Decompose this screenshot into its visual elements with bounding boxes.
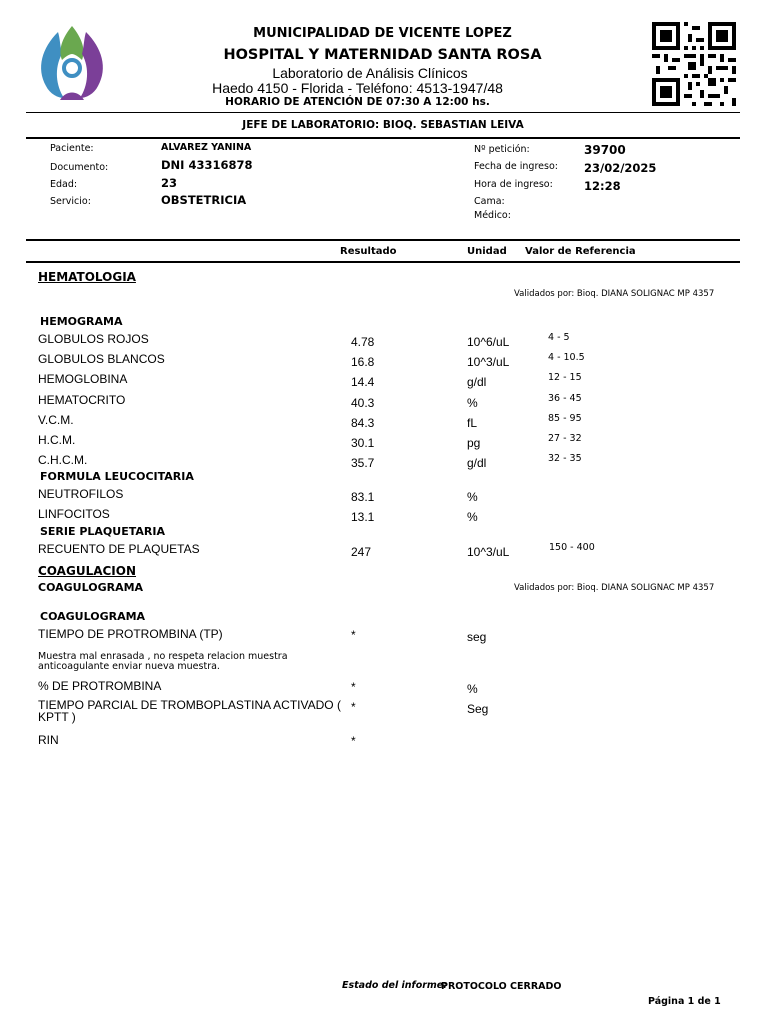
result-value: 13.1 (351, 510, 375, 524)
result-value: * (351, 700, 356, 714)
result-unit: 10^6/uL (467, 335, 510, 349)
result-unit: fL (467, 415, 478, 430)
result-unit: pg (467, 436, 481, 450)
result-value: * (351, 628, 356, 642)
result-value: 16.8 (351, 355, 375, 370)
result-reference: 4 - 5 (548, 332, 570, 343)
divider (26, 137, 740, 139)
result-name: GLOBULOS BLANCOS (38, 352, 165, 367)
column-result: Resultado (340, 246, 397, 257)
hours-line: HORARIO DE ATENCIÓN DE 07:30 A 12:00 hs. (225, 96, 490, 108)
result-unit: % (467, 395, 478, 410)
patient-age: 23 (161, 176, 178, 190)
result-unit: 10^3/uL (467, 545, 510, 559)
patient-name: ALVAREZ YANINA (161, 142, 252, 153)
result-name: TIEMPO DE PROTROMBINA (TP) (38, 627, 223, 641)
result-reference: 85 - 95 (548, 412, 582, 424)
column-unit: Unidad (467, 246, 507, 257)
report-status-value: PROTOCOLO CERRADO (441, 981, 562, 992)
result-value: 30.1 (351, 436, 375, 450)
patient-document: DNI 43316878 (161, 158, 253, 172)
request-label: Nº petición: (474, 144, 530, 155)
result-value: * (351, 680, 356, 694)
result-name: HEMOGLOBINA (38, 372, 128, 387)
document-label: Documento: (50, 162, 109, 173)
patient-service: OBSTETRICIA (161, 193, 247, 207)
patient-label: Paciente: (50, 143, 94, 154)
admission-time: 12:28 (584, 179, 621, 193)
divider (26, 261, 740, 263)
result-name: HEMATOCRITO (38, 392, 126, 407)
result-reference: 32 - 35 (548, 453, 582, 465)
result-name: NEUTROFILOS (38, 487, 124, 501)
result-value: 83.1 (351, 490, 375, 504)
divider (26, 239, 740, 241)
result-reference: 150 - 400 (549, 542, 595, 553)
result-value: 14.4 (351, 375, 375, 390)
validated-by: Validados por: Bioq. DIANA SOLIGNAC MP 4357 (514, 583, 715, 593)
section-hematologia: HEMATOLOGIA (38, 270, 136, 284)
validated-by: Validados por: Bioq. DIANA SOLIGNAC MP 4357 (514, 289, 715, 299)
result-unit: 10^3/uL (467, 355, 510, 370)
request-number: 39700 (584, 143, 626, 157)
address-line: Haedo 4150 - Florida - Teléfono: 4513-1947/48 (212, 80, 503, 96)
report-status-label: Estado del informe: (342, 980, 448, 991)
result-unit: g/dl (467, 375, 487, 390)
result-name: % DE PROTROMBINA (38, 679, 162, 693)
result-name: GLOBULOS ROJOS (38, 332, 149, 346)
serie-heading: SERIE PLAQUETARIA (40, 525, 165, 538)
result-name: TIEMPO PARCIAL DE TROMBOPLASTINA ACTIVADO ( KPTT ) (38, 698, 341, 724)
result-name: LINFOCITOS (38, 507, 110, 521)
coagulograma-group: COAGULOGRAMA (38, 581, 144, 594)
admission-date: 23/02/2025 (584, 161, 657, 175)
result-unit: g/dl (467, 456, 487, 471)
result-value: 84.3 (351, 415, 375, 430)
doctor-label: Médico: (474, 210, 511, 221)
result-reference: 12 - 15 (548, 372, 582, 384)
sample-note: Muestra mal enrasada , no respeta relacion muestra anticoagulante enviar nueva muestra. (38, 651, 288, 672)
result-value: 4.78 (351, 335, 375, 349)
result-name: RECUENTO DE PLAQUETAS (38, 542, 200, 556)
age-label: Edad: (50, 179, 78, 190)
lab-subtitle: Laboratorio de Análisis Clínicos (272, 65, 468, 81)
date-label: Fecha de ingreso: (474, 161, 558, 172)
result-unit: % (467, 510, 478, 524)
result-unit: % (467, 490, 478, 504)
hospital-logo (36, 24, 108, 104)
result-value: * (351, 734, 356, 748)
municipality-title: MUNICIPALIDAD DE VICENTE LOPEZ (253, 26, 512, 41)
result-reference: 27 - 32 (548, 433, 582, 444)
qr-code-icon (652, 22, 736, 106)
bed-label: Cama: (474, 196, 505, 207)
result-value: 247 (351, 545, 372, 559)
result-unit: % (467, 682, 478, 696)
result-value: 40.3 (351, 395, 375, 410)
result-name: V.C.M. (38, 412, 74, 427)
lab-chief: JEFE DE LABORATORIO: BIOQ. SEBASTIAN LEIVA (242, 119, 524, 131)
coagulograma-heading: COAGULOGRAMA (40, 610, 146, 623)
result-reference: 4 - 10.5 (548, 352, 585, 364)
page-number: Página 1 de 1 (648, 996, 721, 1007)
result-name: RIN (38, 733, 59, 747)
service-label: Servicio: (50, 196, 91, 207)
result-name: H.C.M. (38, 433, 76, 447)
result-unit: Seg (467, 702, 489, 716)
result-value: 35.7 (351, 456, 375, 471)
formula-heading: FORMULA LEUCOCITARIA (40, 470, 194, 483)
hemograma-heading: HEMOGRAMA (40, 315, 123, 328)
column-reference: Valor de Referencia (525, 246, 636, 257)
result-name: C.H.C.M. (38, 453, 88, 468)
result-reference: 36 - 45 (548, 392, 582, 404)
time-label: Hora de ingreso: (474, 179, 553, 190)
hospital-title: HOSPITAL Y MATERNIDAD SANTA ROSA (223, 47, 542, 63)
divider (26, 112, 740, 113)
result-unit: seg (467, 630, 487, 644)
section-coagulacion: COAGULACION (38, 564, 137, 578)
